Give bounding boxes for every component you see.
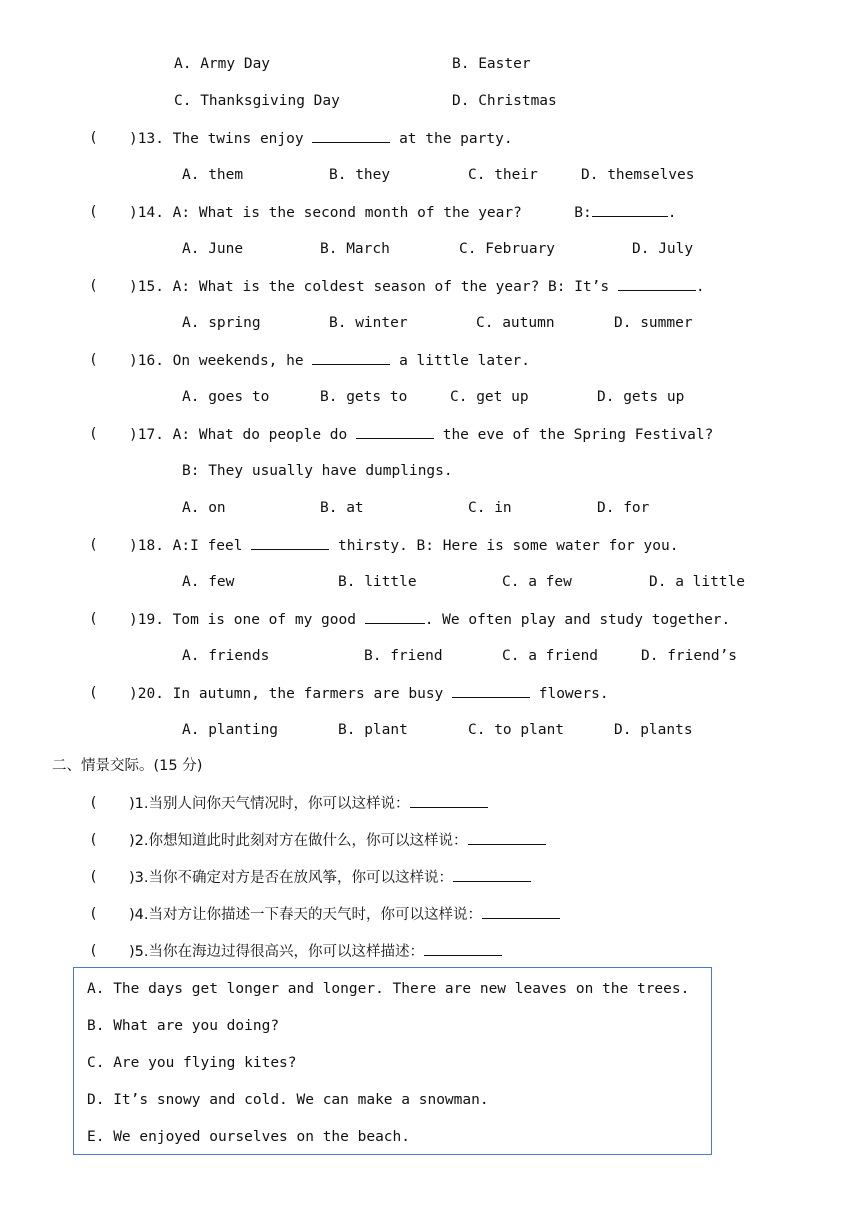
dialogue-item-5: )5.当你在海边过得很高兴，你可以这样描述： <box>129 941 502 962</box>
q17-option-d: D. for <box>597 500 650 516</box>
fill-blank[interactable] <box>424 941 502 956</box>
answer-paren: ( <box>89 537 98 553</box>
answer-paren: ( <box>89 795 98 811</box>
q16-option-a: A. goes to <box>182 389 270 405</box>
q20-option-c: C. to plant <box>468 722 565 738</box>
q19-option-d: D. friend’s <box>641 648 738 664</box>
dialogue-item-3: )3.当你不确定对方是否在放风筝，你可以这样说： <box>129 867 531 888</box>
fill-blank[interactable] <box>312 350 390 365</box>
question-14: )14. A: What is the second month of the year? B: . <box>129 202 676 223</box>
q18-option-d: D. a little <box>649 574 746 590</box>
choice-d: D. It’s snowy and cold. We can make a snowman. <box>87 1092 489 1108</box>
q15-option-c: C. autumn <box>476 315 555 331</box>
answer-paren: ( <box>89 943 98 959</box>
fill-blank[interactable] <box>312 128 390 143</box>
dialogue-item-1: )1.当别人问你天气情况时，你可以这样说： <box>129 793 488 814</box>
fill-blank[interactable] <box>592 202 668 217</box>
q18-option-a: A. few <box>182 574 235 590</box>
q13-option-c: C. their <box>468 167 538 183</box>
q19-option-b: B. friend <box>364 648 443 664</box>
q18-option-c: C. a few <box>502 574 572 590</box>
choice-b: B. What are you doing? <box>87 1018 280 1034</box>
answer-paren: ( <box>89 906 98 922</box>
fill-blank[interactable] <box>356 424 434 439</box>
q14-option-d: D. July <box>632 241 694 257</box>
q19-option-a: A. friends <box>182 648 270 664</box>
q17-option-c: C. in <box>468 500 512 516</box>
answer-paren: ( <box>89 611 98 627</box>
fill-blank[interactable] <box>453 867 531 882</box>
question-19: )19. Tom is one of my good . We often play and study together. <box>129 609 730 630</box>
q18-option-b: B. little <box>338 574 417 590</box>
dialogue-item-4: )4.当对方让你描述一下春天的天气时，你可以这样说： <box>129 904 560 925</box>
q20-option-a: A. planting <box>182 722 279 738</box>
fill-blank[interactable] <box>365 609 425 624</box>
fill-blank[interactable] <box>410 793 488 808</box>
answer-choices-box <box>73 967 712 1155</box>
q15-option-b: B. winter <box>329 315 408 331</box>
q14-option-b: B. March <box>320 241 390 257</box>
q15-option-d: D. summer <box>614 315 693 331</box>
q20-option-b: B. plant <box>338 722 408 738</box>
q12-option-b: B. Easter <box>452 56 531 72</box>
dialogue-item-2: )2.你想知道此时此刻对方在做什么，你可以这样说： <box>129 830 546 851</box>
answer-paren: ( <box>89 869 98 885</box>
fill-blank[interactable] <box>251 535 329 550</box>
answer-paren: ( <box>89 130 98 146</box>
question-15: )15. A: What is the coldest season of the year? B: It’s . <box>129 276 705 297</box>
q15-option-a: A. spring <box>182 315 261 331</box>
answer-paren: ( <box>89 685 98 701</box>
question-17: )17. A: What do people do the eve of the Spring Festival? <box>129 424 713 445</box>
fill-blank[interactable] <box>482 904 560 919</box>
q13-option-a: A. them <box>182 167 244 183</box>
question-16: )16. On weekends, he a little later. <box>129 350 530 371</box>
choice-a: A. The days get longer and longer. There are new leaves on the trees. <box>87 981 690 997</box>
fill-blank[interactable] <box>618 276 696 291</box>
question-17-line2: B: They usually have dumplings. <box>182 463 453 479</box>
question-13: )13. The twins enjoy at the party. <box>129 128 513 149</box>
answer-paren: ( <box>89 278 98 294</box>
fill-blank[interactable] <box>468 830 546 845</box>
answer-paren: ( <box>89 352 98 368</box>
q17-option-b: B. at <box>320 500 364 516</box>
q17-option-a: A. on <box>182 500 226 516</box>
q14-option-c: C. February <box>459 241 556 257</box>
q19-option-c: C. a friend <box>502 648 599 664</box>
section-2-title: 二、情景交际。(15 分) <box>52 758 203 774</box>
q12-option-a: A. Army Day <box>174 56 271 72</box>
choice-c: C. Are you flying kites? <box>87 1055 297 1071</box>
q12-option-c: C. Thanksgiving Day <box>174 93 340 109</box>
question-18: )18. A:I feel thirsty. B: Here is some water for you. <box>129 535 678 556</box>
q13-option-b: B. they <box>329 167 391 183</box>
answer-paren: ( <box>89 426 98 442</box>
answer-paren: ( <box>89 832 98 848</box>
choice-e: E. We enjoyed ourselves on the beach. <box>87 1129 411 1145</box>
q20-option-d: D. plants <box>614 722 693 738</box>
q16-option-c: C. get up <box>450 389 529 405</box>
question-20: )20. In autumn, the farmers are busy flowers. <box>129 683 609 704</box>
q14-option-a: A. June <box>182 241 244 257</box>
answer-paren: ( <box>89 204 98 220</box>
q16-option-b: B. gets to <box>320 389 408 405</box>
fill-blank[interactable] <box>452 683 530 698</box>
q13-option-d: D. themselves <box>581 167 695 183</box>
q16-option-d: D. gets up <box>597 389 685 405</box>
q12-option-d: D. Christmas <box>452 93 557 109</box>
